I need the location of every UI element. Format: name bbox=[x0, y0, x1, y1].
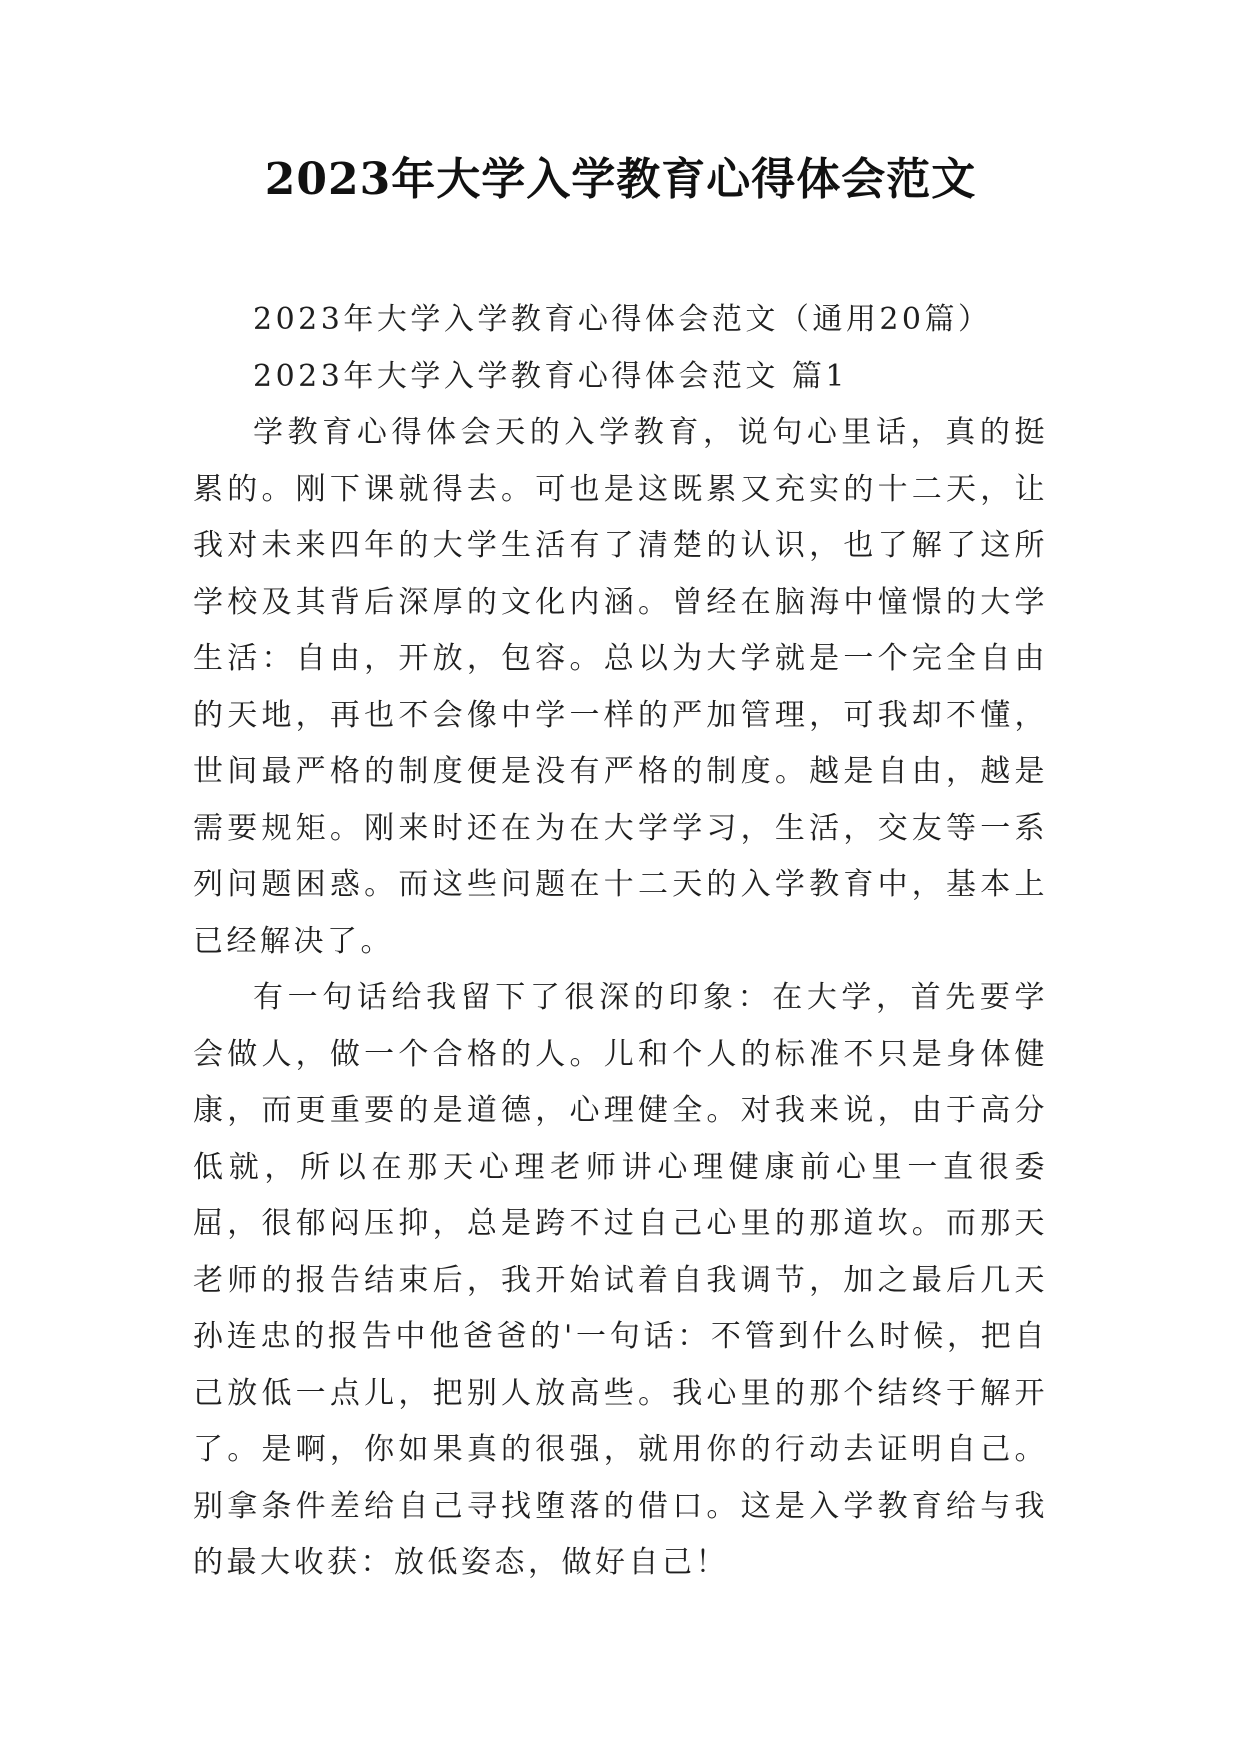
section-heading: 2023年大学入学教育心得体会范文 篇1 bbox=[253, 358, 848, 394]
document-subtitle: 2023年大学入学教育心得体会范文（通用20篇） bbox=[253, 302, 992, 337]
body-paragraph: 学教育心得体会天的入学教育，说句心里话，真的挺累的。刚下课就得去。可也是这既累又充实的十二天，让我对未来四年的大学生活有了清楚的认识，也了解了这所学校及其背后深厚的文化内涵。曾经在脑海中憧憬的大学生活：自由，开放，包容。总以为大学就是一个完全自由的天地，再也不会像中学一样的严加管理，可我却不懂，世间最严格的制度便是没有严格的制度。越是自由，越是需要规矩。刚来时还在为在大学学习，生活，交友等一系列问题困惑。而这些问题在十二天的入学教育中，基本上已经解决了。 bbox=[193, 415, 1048, 959]
document-body bbox=[193, 292, 1048, 1592]
body-paragraph: 有一句话给我留下了很深的印象：在大学，首先要学会做人，做一个合格的人。儿和个人的标准不只是身体健康，而更重要的是道德，心理健全。对我来说，由于高分低就，所以在那天心理老师讲心理健康前心里一直很委屈，很郁闷压抑，总是跨不过自己心里的那道坎。而那天老师的报告结束后，我开始试着自我调节，加之最后几天孙连忠的报告中他爸爸的'一句话：不管到什么时候，把自己放低一点儿，把别人放高些。我心里的那个结终于解开了。是啊，你如果真的很强，就用你的行动去证明自己。别拿条件差给自己寻找堕落的借口。这是入学教育给与我的最大收获：放低姿态，做好自己！ bbox=[193, 980, 1048, 1580]
document-title: 2023年大学入学教育心得体会范文 bbox=[264, 154, 977, 205]
